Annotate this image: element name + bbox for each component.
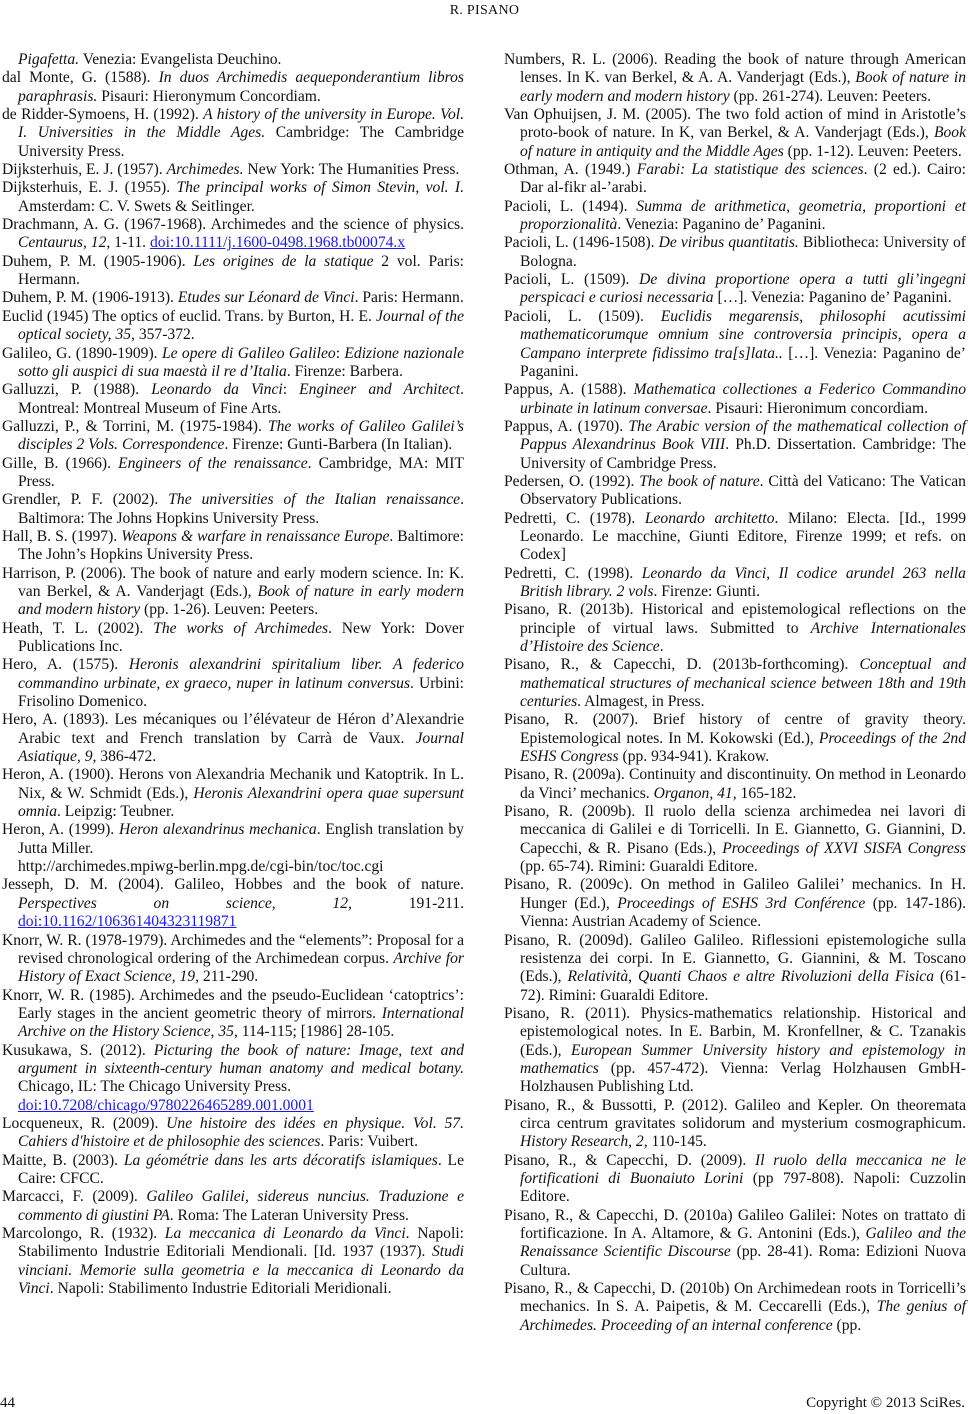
reference-text: . English translation by Jutta Miller. [18, 821, 464, 857]
reference-text: Harrison, P. (2006). The book of nature and early modern science. In: K. van Berkel, & A. Vanderjagt (Eds.), [2, 564, 464, 600]
reference-text: : [282, 381, 300, 399]
reference-title: Organon, 41, [653, 784, 737, 802]
reference-text: Bibliotheca: University of Bologna. [520, 234, 966, 270]
reference-title: Relatività, Quanti Chaos e altre Rivoluzioni della Fisica [567, 968, 935, 986]
reference-entry [2, 253, 464, 290]
reference-title: Mathematica collectiones a Federico Commandino urbinate in latinum conversae [520, 381, 966, 417]
reference-title: Perspectives on science, 12, [18, 894, 352, 912]
reference-text: Dijksterhuis, E. J. (1957). [2, 161, 167, 179]
reference-title: A history of the university in Europe. Vol. I. Universities in the Middle Ages. [18, 106, 464, 142]
reference-text: . Milano: Electa. [Id., 1999 Leonardo. Le macchine, Giunti Editore, Firenze 1999; et refs. on Codex] [520, 509, 966, 564]
reference-text: Dijksterhuis, E. J. (1955). [2, 179, 177, 197]
reference-entry [2, 876, 464, 931]
reference-title: Etudes sur Léonard de Vinci [177, 289, 355, 307]
reference-text: Grendler, P. F. (2002). [2, 491, 169, 509]
reference-entry [2, 711, 464, 766]
reference-text: Heron, A. (1900). Herons von Alexandria Mechanik und Katoptrik. In L. Nix, & W. Schmidt (Eds.), [2, 766, 464, 802]
reference-text: […]. Venezia: Paganino de’ Paganini. [713, 289, 952, 307]
reference-text: Pisano, R., & Capecchi, D. (2009). [504, 1151, 755, 1169]
reference-title: Weapons & warfare in renaissance Europe [121, 527, 390, 545]
reference-title: European Summer University history and epistemology in mathematics [520, 1041, 966, 1077]
reference-text: Pacioli, L. (1494). [504, 197, 637, 215]
reference-title: Edizione nazionale sotto gli auspici di sua maestà il re d’Italia [18, 344, 464, 380]
reference-title: La meccanica di Leonardo da Vinci [164, 1225, 406, 1242]
reference-title: Pigafetta. [18, 51, 80, 68]
reference-title: Leonardo architetto [644, 509, 775, 527]
reference-entry [504, 473, 966, 510]
reference-text: . Baltimore: The John’s Hopkins University Press. [18, 527, 464, 564]
reference-entry [2, 179, 464, 216]
reference-entry [504, 106, 966, 161]
reference-text: Jesseph, D. M. (2004). Galileo, Hobbes and the book of nature. [2, 876, 464, 894]
reference-text: Euclid (1945) The optics of euclid. Trans. by Burton, H. E. [2, 307, 377, 325]
reference-text: 1-11. [110, 234, 150, 252]
reference-text: 211-290. [199, 968, 259, 986]
reference-text: . Baltimora: The Johns Hopkins University Press. [18, 491, 465, 527]
reference-text: . Napoli: Stabilimento Industrie Editoriali Mendionali. [Id. 1937 (1937). [18, 1225, 464, 1261]
reference-text: 357-372. [134, 326, 195, 344]
reference-text: Othman, A. (1949.) [504, 161, 637, 179]
reference-text: (pp. 1-12). Leuven: Peeters. [783, 142, 962, 160]
reference-entry [504, 766, 966, 803]
reference-title: Picturing the book of nature: Image, text and argument in sixteenth-century human anatomy and medical botany. [18, 1041, 464, 1077]
reference-title: De viribus quantitatis. [658, 234, 799, 252]
reference-text: […]. Venezia: Paganino de’ Paganini. [520, 344, 966, 380]
reference-text: . Paris: Hermann. [354, 289, 464, 307]
reference-text: Amsterdam: C. V. Swets & Seitlinger. [18, 197, 255, 215]
reference-entry [504, 1152, 966, 1207]
reference-entry [2, 620, 464, 657]
reference-url: http://archimedes.mpiwg-berlin.mpg.de/cgi-bin/toc/toc.cgi [18, 858, 384, 876]
reference-entry [504, 161, 966, 198]
reference-entry [504, 51, 966, 106]
reference-text: Pisano, R. (2011). Physics-mathematics relationship. Historical and epistemological notes. In E. Barbin, M. Kronfellner, & C. Tzanakis (Eds.), [504, 1004, 966, 1059]
reference-text: Pisano, R. (2007). Brief history of centre of gravity theory. Epistemological notes. In M. Kokowski (Ed.), [504, 711, 966, 747]
running-head: R. PISANO [449, 3, 520, 18]
reference-title: The principal works of Simon Stevin, vol. I. [176, 179, 465, 197]
reference-title: Studi vinciani. Memorie sulla geometria e la meccanica di Leonardo da Vinci [18, 1243, 464, 1298]
reference-text: Galileo, G. (1890-1909). [2, 344, 162, 362]
reference-text: Pisano, R. (2009a). Continuity and discontinuity. On method in Leonardo da Vinci’ mechanics. [504, 766, 966, 802]
reference-text: Locqueneux, R. (2009). [2, 1114, 167, 1132]
page-number: 44 [0, 1395, 15, 1411]
reference-entry [2, 565, 464, 620]
reference-entry [504, 271, 966, 308]
reference-text: Pisano, R. (2013b). Historical and epistemological reflections on the principle of virtual laws. Submitted to [504, 601, 966, 637]
reference-text: Galluzzi, P., & Torrini, M. (1975-1984). [2, 417, 268, 435]
reference-text: (pp. [832, 1316, 862, 1334]
reference-entry [2, 381, 464, 418]
reference-text: (pp. 65-74). Rimini: Guaraldi Editore. [520, 858, 758, 876]
reference-title: The genius of Archimedes. Proceeding of an internal conference [520, 1298, 967, 1334]
reference-title: Heron alexandrinus mechanica [118, 821, 317, 839]
reference-entry [2, 821, 464, 876]
reference-title: La géométrie dans les arts décoratifs islamiques [123, 1151, 438, 1169]
reference-text: Pisano, R., & Capecchi, D. (2013b-forthcoming). [504, 656, 860, 674]
reference-entry [504, 381, 966, 418]
reference-text: . Le Caire: CFCC. [18, 1151, 464, 1187]
reference-text: Chicago, IL: The Chicago University Press. [18, 1078, 291, 1096]
reference-text: 2 vol. Paris: Hermann. [18, 252, 464, 289]
reference-title: History Research, 2, [520, 1133, 648, 1151]
reference-title: Les origines de la statique [193, 252, 374, 270]
reference-title: Leonardo da Vinci, Il codice arundel 263 nella British library. 2 vols [520, 564, 966, 600]
reference-text: Pisano, R. (2009c). On method in Galileo Galilei’ mechanics. In H. Hunger (Ed.), [504, 876, 966, 912]
reference-text: Pisano, R., & Bussotti, P. (2012). Galileo and Kepler. On theoremata circa centrum gravitates solidorum and mysterium cosmographicum. [504, 1096, 966, 1132]
reference-title: Il ruolo della meccanica ne le fortificationi di Buonaiuto Lorini [520, 1151, 966, 1187]
reference-entry [2, 308, 464, 345]
reference-text: (61-72). Rimini: Guaraldi Editore. [520, 968, 966, 1004]
reference-entry [2, 455, 464, 492]
reference-text: . Leipzig: Teubner. [56, 803, 175, 821]
reference-text: . Firenze: Giunti. [653, 582, 760, 600]
reference-text: (pp. 934-941). Krakow. [618, 748, 770, 766]
reference-entry [2, 528, 464, 565]
reference-text: Pedersen, O. (1992). [504, 472, 640, 490]
reference-title: Book of nature in early modern and modern history [18, 582, 464, 619]
reference-entry [2, 161, 464, 179]
reference-text: Drachmann, A. G. (1967-1968). Archimedes and the science of physics. [2, 216, 464, 234]
reference-text: . Pisauri: Hieronimum concordiam. [707, 399, 928, 417]
reference-text: (pp. 28-41). Roma: Edizioni Nuova Cultura. [520, 1243, 967, 1279]
reference-text: 191-211. [351, 894, 464, 912]
reference-text: (pp 797-808). Napoli: Cuzzolin Editore. [520, 1169, 966, 1206]
reference-entry [2, 1188, 464, 1225]
reference-text: Knorr, W. R. (1978-1979). Archimedes and the “elements”: Proposal for a revised chronological ordering of the Archimedean corpus. [2, 931, 464, 967]
reference-entry [504, 1207, 966, 1280]
reference-title: Engineers of the renaissance [118, 454, 308, 472]
reference-entry [504, 198, 966, 235]
reference-text: . Paris: Vuibert. [320, 1133, 418, 1151]
reference-entry [504, 601, 966, 656]
reference-entry [504, 876, 966, 931]
reference-title: De divina proportione opera a tutti gli’ingegni perspicaci e curiosi necessaria [520, 271, 966, 307]
reference-entry [504, 803, 966, 876]
reference-text: 386-472. [96, 748, 157, 766]
references-left-column [2, 51, 464, 1298]
reference-title: Proceedings of the 2nd ESHS Congress [520, 729, 966, 766]
reference-entry [504, 234, 966, 271]
reference-entry [504, 418, 966, 473]
reference-text: Kusukawa, S. (2012). [2, 1041, 154, 1059]
reference-title: Farabi: La statistique des sciences [636, 161, 864, 179]
reference-text: Numbers, R. L. (2006). Reading the book of nature through American lenses. In K. van Berkel, & A. A. Vanderjagt (Eds.), [504, 51, 966, 87]
references-right-column [504, 51, 966, 1335]
reference-text: Maitte, B. (2003). [2, 1151, 124, 1169]
reference-entry [2, 987, 464, 1042]
reference-text: New York: The Humanities Press. [243, 161, 460, 179]
reference-text: : [335, 344, 345, 362]
reference-entry [504, 1097, 966, 1152]
reference-title: Archive for History of Exact Science, 19, [18, 949, 464, 986]
reference-text: (pp. 147-186). Vienna: Austrian Academy of Science. [520, 894, 966, 931]
reference-text: 114-115; [1986] 28-105. [237, 1023, 395, 1041]
doi-link[interactable]: doi:10.1111/j.1600-0498.1968.tb00074.x [149, 234, 406, 252]
reference-text: . New York: Dover Publications Inc. [18, 619, 464, 655]
reference-title: The works of Archimedes [153, 619, 329, 637]
reference-text: Van Ophuijsen, J. M. (2005). The two fold action of mind in Aristotle’s proto-book of nature. In K, van Berkel, & A. Vanderjagt (Eds.), [504, 106, 966, 142]
reference-entry [2, 69, 464, 106]
reference-title: Archimedes. [166, 161, 244, 179]
reference-text: Pappus, A. (1970). [504, 417, 629, 435]
reference-text: . Venezia: Paganino de’ Paganini. [617, 216, 826, 234]
reference-title: Une histoire des idées en physique. Vol. 57. Cahiers d'histoire et de philosophie des sciences [18, 1114, 465, 1151]
reference-entry [2, 491, 464, 528]
doi-link[interactable]: doi:10.7208/chicago/9780226465289.001.0001 [18, 1096, 314, 1114]
reference-entry [504, 1005, 966, 1097]
reference-text: Duhem, P. M. (1905-1906). [2, 252, 194, 270]
doi-link[interactable]: doi:10.1162/106361404323119871 [18, 913, 237, 931]
copyright-notice: Copyright © 2013 SciRes. [806, 1395, 965, 1411]
reference-entry [2, 766, 464, 821]
reference-text: 110-145. [647, 1133, 707, 1151]
reference-entry [2, 106, 464, 161]
reference-text: Pisano, R. (2009b). Il ruolo della scienza archimedea nei lavori di meccanica di Galilei e di Torricelli. In E. Giannetto, G. Giannini, D. Capecchi, & R. Pisano (Eds.), [504, 803, 966, 857]
reference-title: The works of Galileo Galilei’s disciples 2 Vols. Correspondence [18, 417, 464, 454]
reference-entry [504, 510, 966, 565]
reference-entry [2, 1152, 464, 1189]
reference-title: Book of nature in antiquity and the Middle Ages [520, 124, 966, 160]
reference-entry [2, 1225, 464, 1298]
reference-entry [504, 565, 966, 602]
reference-text: Marcacci, F. (2009). [2, 1188, 147, 1206]
reference-text: Hall, B. S. (1997). [2, 527, 122, 545]
reference-text: Knorr, W. R. (1985). Archimedes and the pseudo-Euclidean ‘catoptrics’: Early stages in the ancient geometric theory of mirrors. [2, 986, 464, 1022]
reference-text: Cambridge: The Cambridge University Press. [18, 124, 465, 160]
reference-text: . Cambridge, MA: MIT Press. [18, 454, 465, 490]
reference-title: Galileo and the Renaissance Scientific Discourse [520, 1225, 967, 1261]
reference-title: Centaurus, 12, [18, 234, 111, 252]
reference-entry [2, 1115, 464, 1152]
reference-text: Pisano, R., & Capecchi, D. (2010b) On Archimedean roots in Torricelli’s mechanics. In S. A. Paipetis, & M. Ceccarelli (Eds.), [504, 1280, 966, 1316]
reference-entry [504, 711, 966, 766]
reference-text: Pisano, R., & Capecchi, D. (2010a) Galileo Galilei: Notes on trattato di fortificazione. In A. Altamore, & G. Antonini (Eds.), [504, 1206, 966, 1242]
reference-text: Heron, A. (1999). [2, 821, 119, 839]
reference-text: Hero, A. (1575). [2, 656, 129, 674]
reference-entry [2, 1042, 464, 1115]
reference-title: The universities of the Italian renaissance [168, 491, 461, 509]
reference-text: (pp. 1-26). Leuven: Peeters. [140, 601, 319, 619]
reference-text: Galluzzi, P. (1988). [2, 381, 152, 399]
reference-title: The Arabic version of the mathematical collection of Pappus Alexandrinus Book VIII [520, 417, 967, 454]
reference-text: Heath, T. L. (2002). [2, 619, 154, 637]
reference-entry [2, 345, 464, 382]
reference-entry [2, 656, 464, 711]
reference-title: Heronis Alexandrini opera quae supersunt omnia [18, 784, 464, 821]
reference-title: Proceedings of XXVI SISFA Congress [722, 839, 966, 857]
reference-title: Archive Internationales d’Histoire des Science [520, 619, 967, 655]
reference-text: . Città del Vaticano: The Vatican Observatory Publications. [520, 472, 966, 509]
reference-text: . Roma: The Lateran University Press. [169, 1206, 409, 1224]
reference-title: Summa de arithmetica, geometria, proportioni et proporzionalità [520, 197, 966, 234]
reference-text: . Firenze: Gunti-Barbera (In Italian). [224, 436, 453, 454]
reference-text: Pappus, A. (1588). [504, 381, 634, 399]
reference-text: Pedretti, C. (1998). [504, 564, 642, 582]
reference-text: Pisauri: Hieronymum Concordiam. [97, 87, 321, 105]
reference-entry [2, 418, 464, 455]
reference-text: . [659, 638, 664, 655]
reference-entry [504, 1280, 966, 1335]
reference-title: Galileo Galilei, sidereus nuncius. Traduzione e commento di giustini PA [18, 1188, 464, 1224]
reference-text: Marcolongo, R. (1932). [2, 1225, 165, 1242]
reference-text: (pp. 261-274). Leuven: Peeters. [729, 87, 931, 105]
reference-title: Book of nature in early modern and modern history [520, 69, 966, 105]
reference-text: Duhem, P. M. (1906-1913). [2, 289, 178, 307]
reference-title: Le opere di Galileo Galileo [161, 344, 336, 362]
reference-text: . Urbini: Frisolino Domenico. [18, 674, 464, 711]
reference-text: Hero, A. (1893). Les mécaniques ou l’élévateur de Héron d’Alexandrie Arabic text and French translation by Carrà de Vaux. [2, 711, 464, 747]
reference-text: dal Monte, G. (1588). [2, 69, 159, 87]
reference-text: Venezia: Evangelista Deuchino. [79, 51, 282, 68]
reference-text: . Almagest, in Press. [577, 693, 705, 711]
reference-entry [2, 216, 464, 253]
reference-title: Conceptual and mathematical structures of mechanical science between 18th and 19th centuries [520, 656, 966, 711]
reference-title: International Archive on the History Science, 35, [18, 1004, 464, 1041]
reference-text: de Ridder-Symoens, H. (1992). [2, 106, 204, 124]
reference-text: . Montreal: Montreal Museum of Fine Arts. [18, 381, 464, 417]
reference-title: Engineer and Architect [299, 381, 461, 399]
reference-entry [2, 932, 464, 987]
reference-text: . Ph.D. Dissertation. Cambridge: The University of Cambridge Press. [520, 436, 966, 472]
reference-entry [504, 656, 966, 711]
reference-text: Pisano, R. (2009d). Galileo Galileo. Riflessioni epistemologiche sulla resistenza dei corpi. In E. Giannetto, G. Giannini, & M. Toscano (Eds.), [504, 931, 966, 986]
reference-text: . Napoli: Stabilimento Industrie Editoriali Meridionali. [49, 1280, 392, 1298]
reference-title: Leonardo da Vinci [151, 381, 283, 399]
reference-entry [504, 932, 966, 1005]
reference-entry [2, 289, 464, 307]
reference-text: Pacioli, L. (1509). [504, 271, 640, 289]
reference-title: Proceedings of ESHS 3rd Conférence [617, 894, 866, 912]
reference-title: In duos Archimedis aequeponderantium libros paraphrasis. [18, 69, 464, 105]
reference-entry [504, 308, 966, 381]
reference-text: Pedretti, C. (1978). [504, 509, 645, 527]
reference-text: Pacioli, L. (1509). [504, 307, 661, 325]
reference-text: 165-182. [736, 784, 797, 802]
reference-text: . (2 ed.). Cairo: Dar al-fikr al-’arabi. [520, 161, 966, 197]
reference-text: Pacioli, L. (1496-1508). [504, 234, 659, 252]
reference-title: Euclidis megarensis, philosophi acutissimi mathematicorumque omnium sine controversia principis, opera a Campano interprete fidissimo tra[s]lata.. [520, 307, 966, 362]
reference-entry [2, 51, 464, 69]
reference-title: Heronis alexandrini spiritalium liber. A federico commandino urbinate, ex graeco, nuper in latinum conversus [18, 656, 464, 692]
reference-title: The book of nature [639, 472, 760, 490]
reference-title: Journal of the optical society, 35, [18, 307, 464, 344]
reference-text: (pp. 457-472). Vienna: Verlag Holzhausen GmbH-Holzhausen Publishing Ltd. [520, 1059, 966, 1096]
reference-text: . Firenze: Barbera. [286, 362, 403, 380]
reference-title: Journal Asiatique, 9, [18, 729, 464, 766]
reference-text: Gille, B. (1966). [2, 454, 119, 472]
